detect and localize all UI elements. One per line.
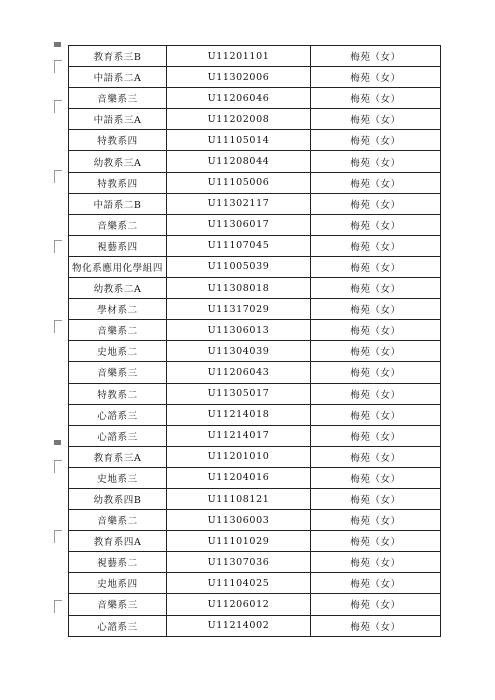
dormitory-cell: 梅苑（女） [311,488,441,509]
dormitory-cell: 梅苑（女） [311,510,441,531]
department-cell: 史地系三 [69,467,167,488]
dormitory-cell: 梅苑（女） [311,88,441,109]
department-cell: 音樂系三 [69,88,167,109]
department-cell: 幼教系四B [69,488,167,509]
margin-mark [54,600,62,613]
table-row [69,46,441,67]
department-cell: 音樂系二 [69,320,167,341]
department-cell: 音樂系三 [69,594,167,615]
student-id-cell: U11305017 [167,383,311,404]
table-row [69,573,441,594]
student-id-cell: U11107045 [167,235,311,256]
table-row [69,446,441,467]
student-id-cell: U11201010 [167,446,311,467]
student-id-cell: U11208044 [167,151,311,172]
department-cell: 視藝系二 [69,552,167,573]
department-cell: 音樂系二 [69,510,167,531]
roster-body [69,46,441,637]
student-id-cell: U11108121 [167,488,311,509]
department-cell: 教育系四A [69,531,167,552]
dormitory-cell: 梅苑（女） [311,531,441,552]
student-id-cell: U11304039 [167,341,311,362]
department-cell: 心諮系三 [69,404,167,425]
dormitory-cell: 梅苑（女） [311,299,441,320]
table-row [69,278,441,299]
dormitory-cell: 梅苑（女） [311,320,441,341]
margin-mark [54,240,62,253]
table-row [69,594,441,615]
student-id-cell: U11101029 [167,531,311,552]
student-id-cell: U11308018 [167,278,311,299]
department-cell: 中語系二B [69,193,167,214]
dormitory-cell: 梅苑（女） [311,341,441,362]
margin-marks [52,40,66,640]
department-cell: 心諮系三 [69,425,167,446]
department-cell: 史地系四 [69,573,167,594]
margin-mark [54,460,62,473]
dormitory-cell: 梅苑（女） [311,362,441,383]
margin-mark [54,530,62,543]
department-cell: 特教系四 [69,130,167,151]
student-id-cell: U11306013 [167,320,311,341]
student-id-cell: U11214017 [167,425,311,446]
dormitory-cell: 梅苑（女） [311,193,441,214]
dormitory-cell: 梅苑（女） [311,552,441,573]
student-id-cell: U11306003 [167,510,311,531]
department-cell: 幼教系三A [69,151,167,172]
dormitory-cell: 梅苑（女） [311,425,441,446]
student-id-cell: U11206046 [167,88,311,109]
table-row [69,151,441,172]
table-row [69,531,441,552]
student-id-cell: U11204016 [167,467,311,488]
department-cell: 教育系三B [69,46,167,67]
student-id-cell: U11201101 [167,46,311,67]
table-row [69,467,441,488]
dormitory-cell: 梅苑（女） [311,130,441,151]
dormitory-cell: 梅苑（女） [311,151,441,172]
table-row [69,615,441,636]
table-row [69,552,441,573]
department-cell: 特教系四 [69,172,167,193]
dormitory-cell: 梅苑（女） [311,404,441,425]
department-cell: 史地系二 [69,341,167,362]
table-row [69,214,441,235]
table-row [69,235,441,256]
dormitory-cell: 梅苑（女） [311,278,441,299]
table-row [69,425,441,446]
table-row [69,510,441,531]
student-id-cell: U11214018 [167,404,311,425]
table-row [69,67,441,88]
department-cell: 特教系二 [69,383,167,404]
margin-mark [54,440,61,445]
table-row [69,341,441,362]
table-row [69,172,441,193]
margin-mark [54,320,62,333]
department-cell: 音樂系三 [69,362,167,383]
student-id-cell: U11306017 [167,214,311,235]
dormitory-cell: 梅苑（女） [311,467,441,488]
table-row [69,362,441,383]
department-cell: 幼教系二A [69,278,167,299]
dormitory-cell: 梅苑（女） [311,594,441,615]
dormitory-cell: 梅苑（女） [311,46,441,67]
table-row [69,320,441,341]
dormitory-cell: 梅苑（女） [311,67,441,88]
department-cell: 教育系三A [69,446,167,467]
table-row [69,88,441,109]
dormitory-cell: 梅苑（女） [311,214,441,235]
student-id-cell: U11104025 [167,573,311,594]
student-id-cell: U11105006 [167,172,311,193]
table-row [69,404,441,425]
department-cell: 中語系三A [69,109,167,130]
dormitory-cell: 梅苑（女） [311,109,441,130]
dormitory-cell: 梅苑（女） [311,573,441,594]
student-id-cell: U11206043 [167,362,311,383]
dormitory-cell: 梅苑（女） [311,383,441,404]
dormitory-cell: 梅苑（女） [311,446,441,467]
department-cell: 視藝系四 [69,235,167,256]
student-id-cell: U11302117 [167,193,311,214]
student-id-cell: U11105014 [167,130,311,151]
margin-mark [54,100,62,113]
student-id-cell: U11005039 [167,256,311,277]
department-cell: 學材系二 [69,299,167,320]
table-row [69,193,441,214]
department-cell: 物化系應用化學組四 [69,256,167,277]
dormitory-cell: 梅苑（女） [311,235,441,256]
department-cell: 音樂系二 [69,214,167,235]
margin-mark [54,60,62,73]
margin-mark [54,42,61,47]
student-id-cell: U11307036 [167,552,311,573]
department-cell: 中語系二A [69,67,167,88]
dormitory-cell: 梅苑（女） [311,256,441,277]
student-id-cell: U11202008 [167,109,311,130]
dormitory-cell: 梅苑（女） [311,172,441,193]
student-id-cell: U11214002 [167,615,311,636]
student-id-cell: U11206012 [167,594,311,615]
roster-table [68,45,441,637]
department-cell: 心諮系三 [69,615,167,636]
table-row [69,256,441,277]
student-id-cell: U11317029 [167,299,311,320]
table-row [69,383,441,404]
margin-mark [54,170,62,183]
table-row [69,299,441,320]
table-row [69,488,441,509]
table-row [69,109,441,130]
dormitory-cell: 梅苑（女） [311,615,441,636]
table-row [69,130,441,151]
student-id-cell: U11302006 [167,67,311,88]
